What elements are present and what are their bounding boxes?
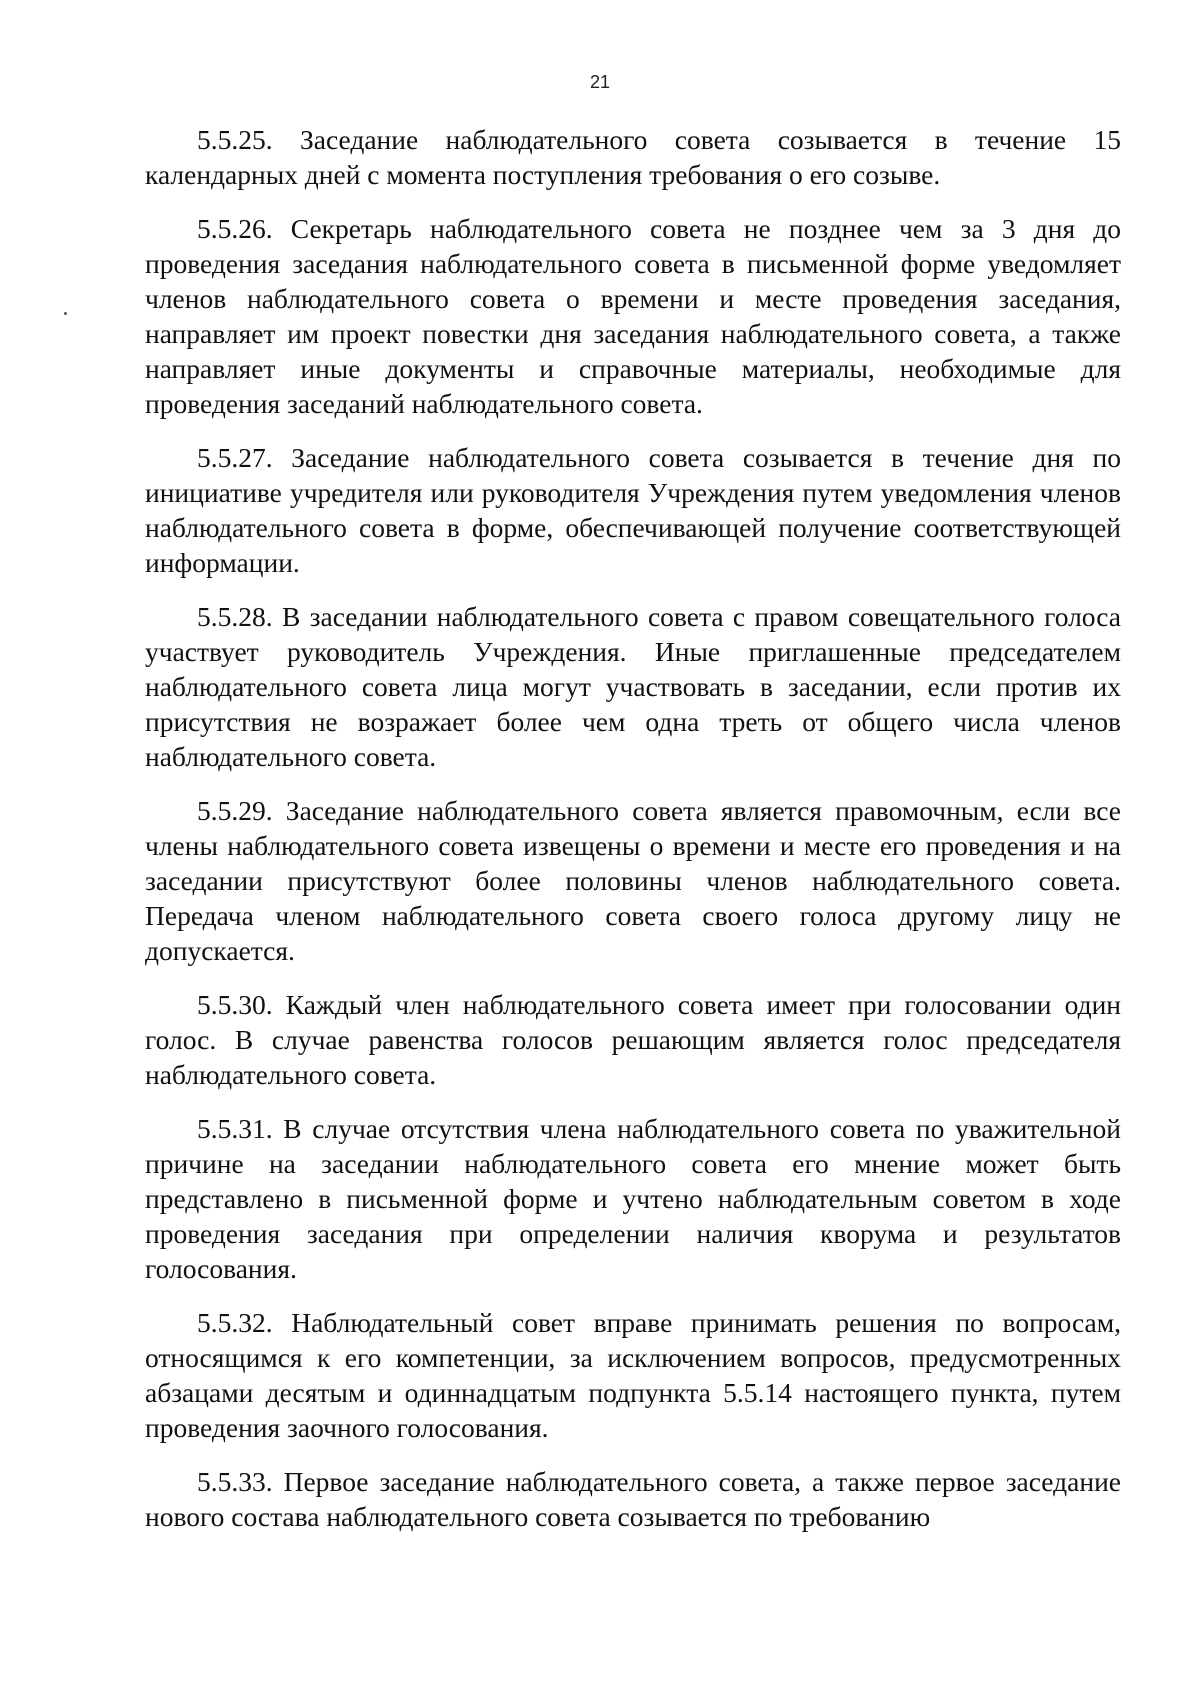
paragraph-5-5-25: 5.5.25. Заседание наблюдательного совета созывается в течение 15 календарных дней с момента поступления требования о его созыве. [145,124,1121,190]
paragraph-5-5-26: 5.5.26. Секретарь наблюдательного совета не позднее чем за 3 дня до проведения заседания наблюдательного совета в письменной форме уведомляет членов наблюдательного совета о времени и месте проведения заседания, направляет им проект повестки дня заседания наблюдательного совета, а также направляет иные документы и справочные материалы, необходимые для проведения заседаний наблюдательного совета. [145,213,1121,419]
document-body [145,122,1121,1550]
scan-speck [64,312,67,315]
paragraph-5-5-31: 5.5.31. В случае отсутствия члена наблюдательного совета по уважительной причине на заседании наблюдательного совета его мнение может быть представлено в письменной форме и учтено наблюдательным советом в ходе проведения заседания при определении наличия кворума и результатов голосования. [145,1113,1121,1284]
paragraph-5-5-30: 5.5.30. Каждый член наблюдательного совета имеет при голосовании один голос. В случае равенства голосов решающим является голос председателя наблюдательного совета. [145,989,1121,1090]
paragraph-5-5-33: 5.5.33. Первое заседание наблюдательного совета, а также первое заседание нового состава наблюдательного совета созывается по требованию [145,1466,1121,1532]
paragraph-5-5-29: 5.5.29. Заседание наблюдательного совета является правомочным, если все члены наблюдательного совета извещены о времени и месте его проведения и на заседании присутствуют более половины членов наблюдательного совета. Передача членом наблюдательного совета своего голоса другому лицу не допускается. [145,795,1121,966]
paragraph-5-5-27: 5.5.27. Заседание наблюдательного совета созывается в течение дня по инициативе учредителя или руководителя Учреждения путем уведомления членов наблюдательного совета в форме, обеспечивающей получение соответствующей информации. [145,442,1121,578]
page-number: 21 [589,72,611,92]
paragraph-5-5-28: 5.5.28. В заседании наблюдательного совета с правом совещательного голоса участвует руководитель Учреждения. Иные приглашенные председателем наблюдательного совета лица могут участвовать в заседании, если против их присутствия не возражает более чем одна треть от общего числа членов наблюдательного совета. [145,601,1121,772]
paragraph-5-5-32: 5.5.32. Наблюдательный совет вправе принимать решения по вопросам, относящимся к его компетенции, за исключением вопросов, предусмотренных абзацами десятым и одиннадцатым подпункта 5.5.14 настоящего пункта, путем проведения заочного голосования. [145,1307,1121,1443]
